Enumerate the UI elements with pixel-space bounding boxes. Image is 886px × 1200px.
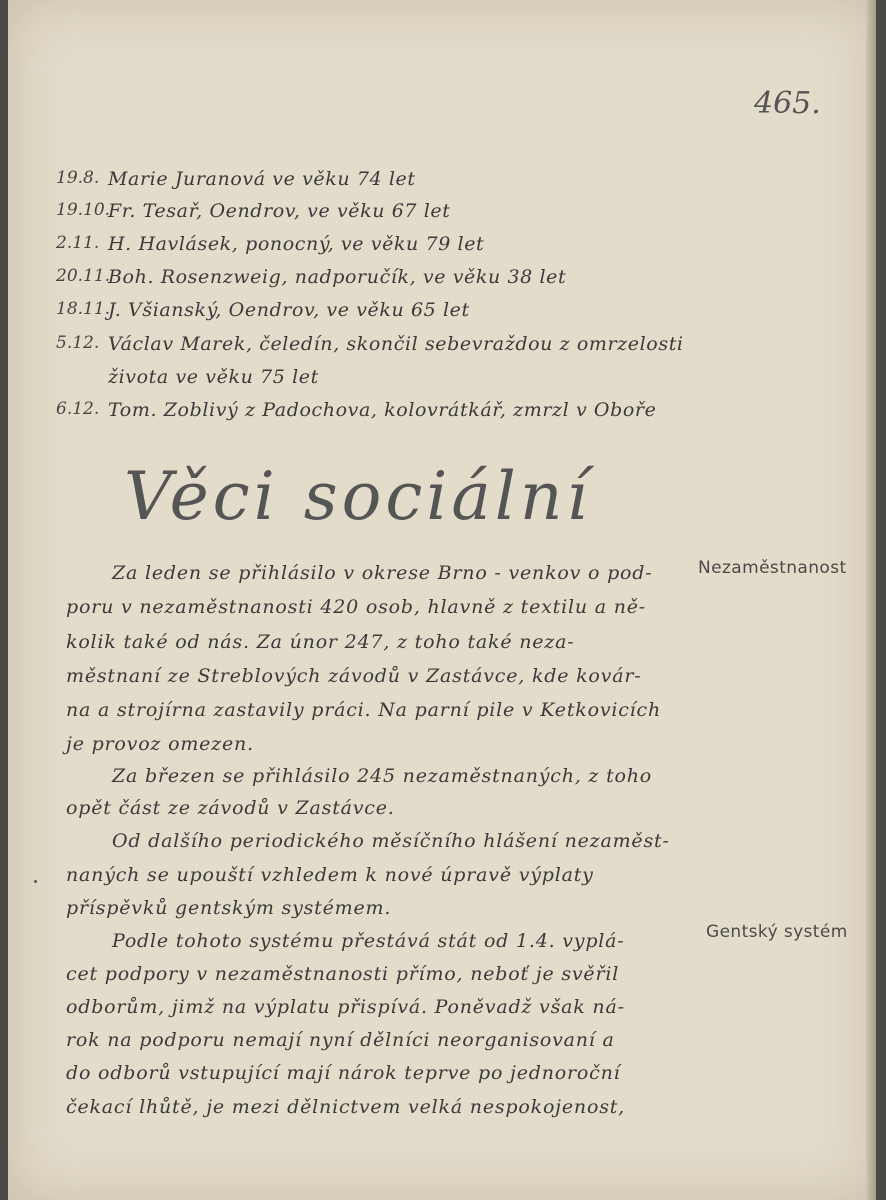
entry-date: 19.8. [56,168,100,188]
margin-note-gent-system: Gentský systém [706,922,848,942]
body-line: do odborů vstupující mají nárok teprve po jednoroční [66,1062,621,1084]
entry-text: Tom. Zoblivý z Padochova, kolovrátkář, zmrzl v Oboře [108,399,657,421]
body-line: Podle tohoto systému přestává stát od 1.4. vyplá- [112,930,625,952]
ink-mark [34,880,37,883]
entry-date: 20.11. [56,266,111,286]
entry-date: 19.10. [56,200,111,220]
ledger-page [8,0,876,1200]
body-line: poru v nezaměstnanosti 420 osob, hlavně z textilu a ně- [66,596,646,618]
margin-note-unemployment: Nezaměstnanost [698,558,847,578]
body-line: Od dalšího periodického měsíčního hlášení nezaměst- [112,830,670,852]
body-line: cet podpory v nezaměstnanosti přímo, neboť je svěřil [66,963,620,985]
body-line: rok na podporu nemají nyní dělníci neorganisovaní a [66,1029,615,1051]
body-line: naných se upouští vzhledem k nové úpravě výplaty [66,864,594,886]
body-line: Za leden se přihlásilo v okrese Brno - venkov o pod- [112,562,653,584]
body-line: čekací lhůtě, je mezi dělnictvem velká nespokojenost, [66,1096,626,1118]
entry-text: H. Havlásek, ponocný, ve věku 79 let [108,233,485,255]
entry-text: života ve věku 75 let [108,366,319,388]
entry-date: 5.12. [56,333,100,353]
entry-date: 6.12. [56,399,100,419]
entry-text: Marie Juranová ve věku 74 let [108,168,416,190]
page-number: 465. [754,86,821,121]
body-line: na a strojírna zastavily práci. Na parní pile v Ketkovicích [66,699,662,721]
entry-date: 2.11. [56,233,100,253]
body-line: opět část ze závodů v Zastávce. [66,797,395,819]
entry-text: Boh. Rosenzweig, nadporučík, ve věku 38 let [108,266,567,288]
entry-text: Václav Marek, čeledín, skončil sebevraždou z omrzelosti [108,333,684,355]
body-line: Za březen se přihlásilo 245 nezaměstnaných, z toho [112,765,653,787]
body-line: odborům, jimž na výplatu přispívá. Poněvadž však ná- [66,996,625,1018]
body-line: kolik také od nás. Za únor 247, z toho také neza- [66,631,575,653]
entry-text: J. Všianský, Oendrov, ve věku 65 let [108,299,470,321]
body-line: příspěvků gentským systémem. [66,897,392,919]
entry-date: 18.11. [56,299,111,319]
section-title: Věci sociální [124,458,592,535]
body-line: městnaní ze Streblových závodů v Zastávce, kde kovár- [66,665,642,687]
entry-text: Fr. Tesař, Oendrov, ve věku 67 let [108,200,451,222]
page-edge [866,0,876,1200]
body-line: je provoz omezen. [66,733,254,755]
